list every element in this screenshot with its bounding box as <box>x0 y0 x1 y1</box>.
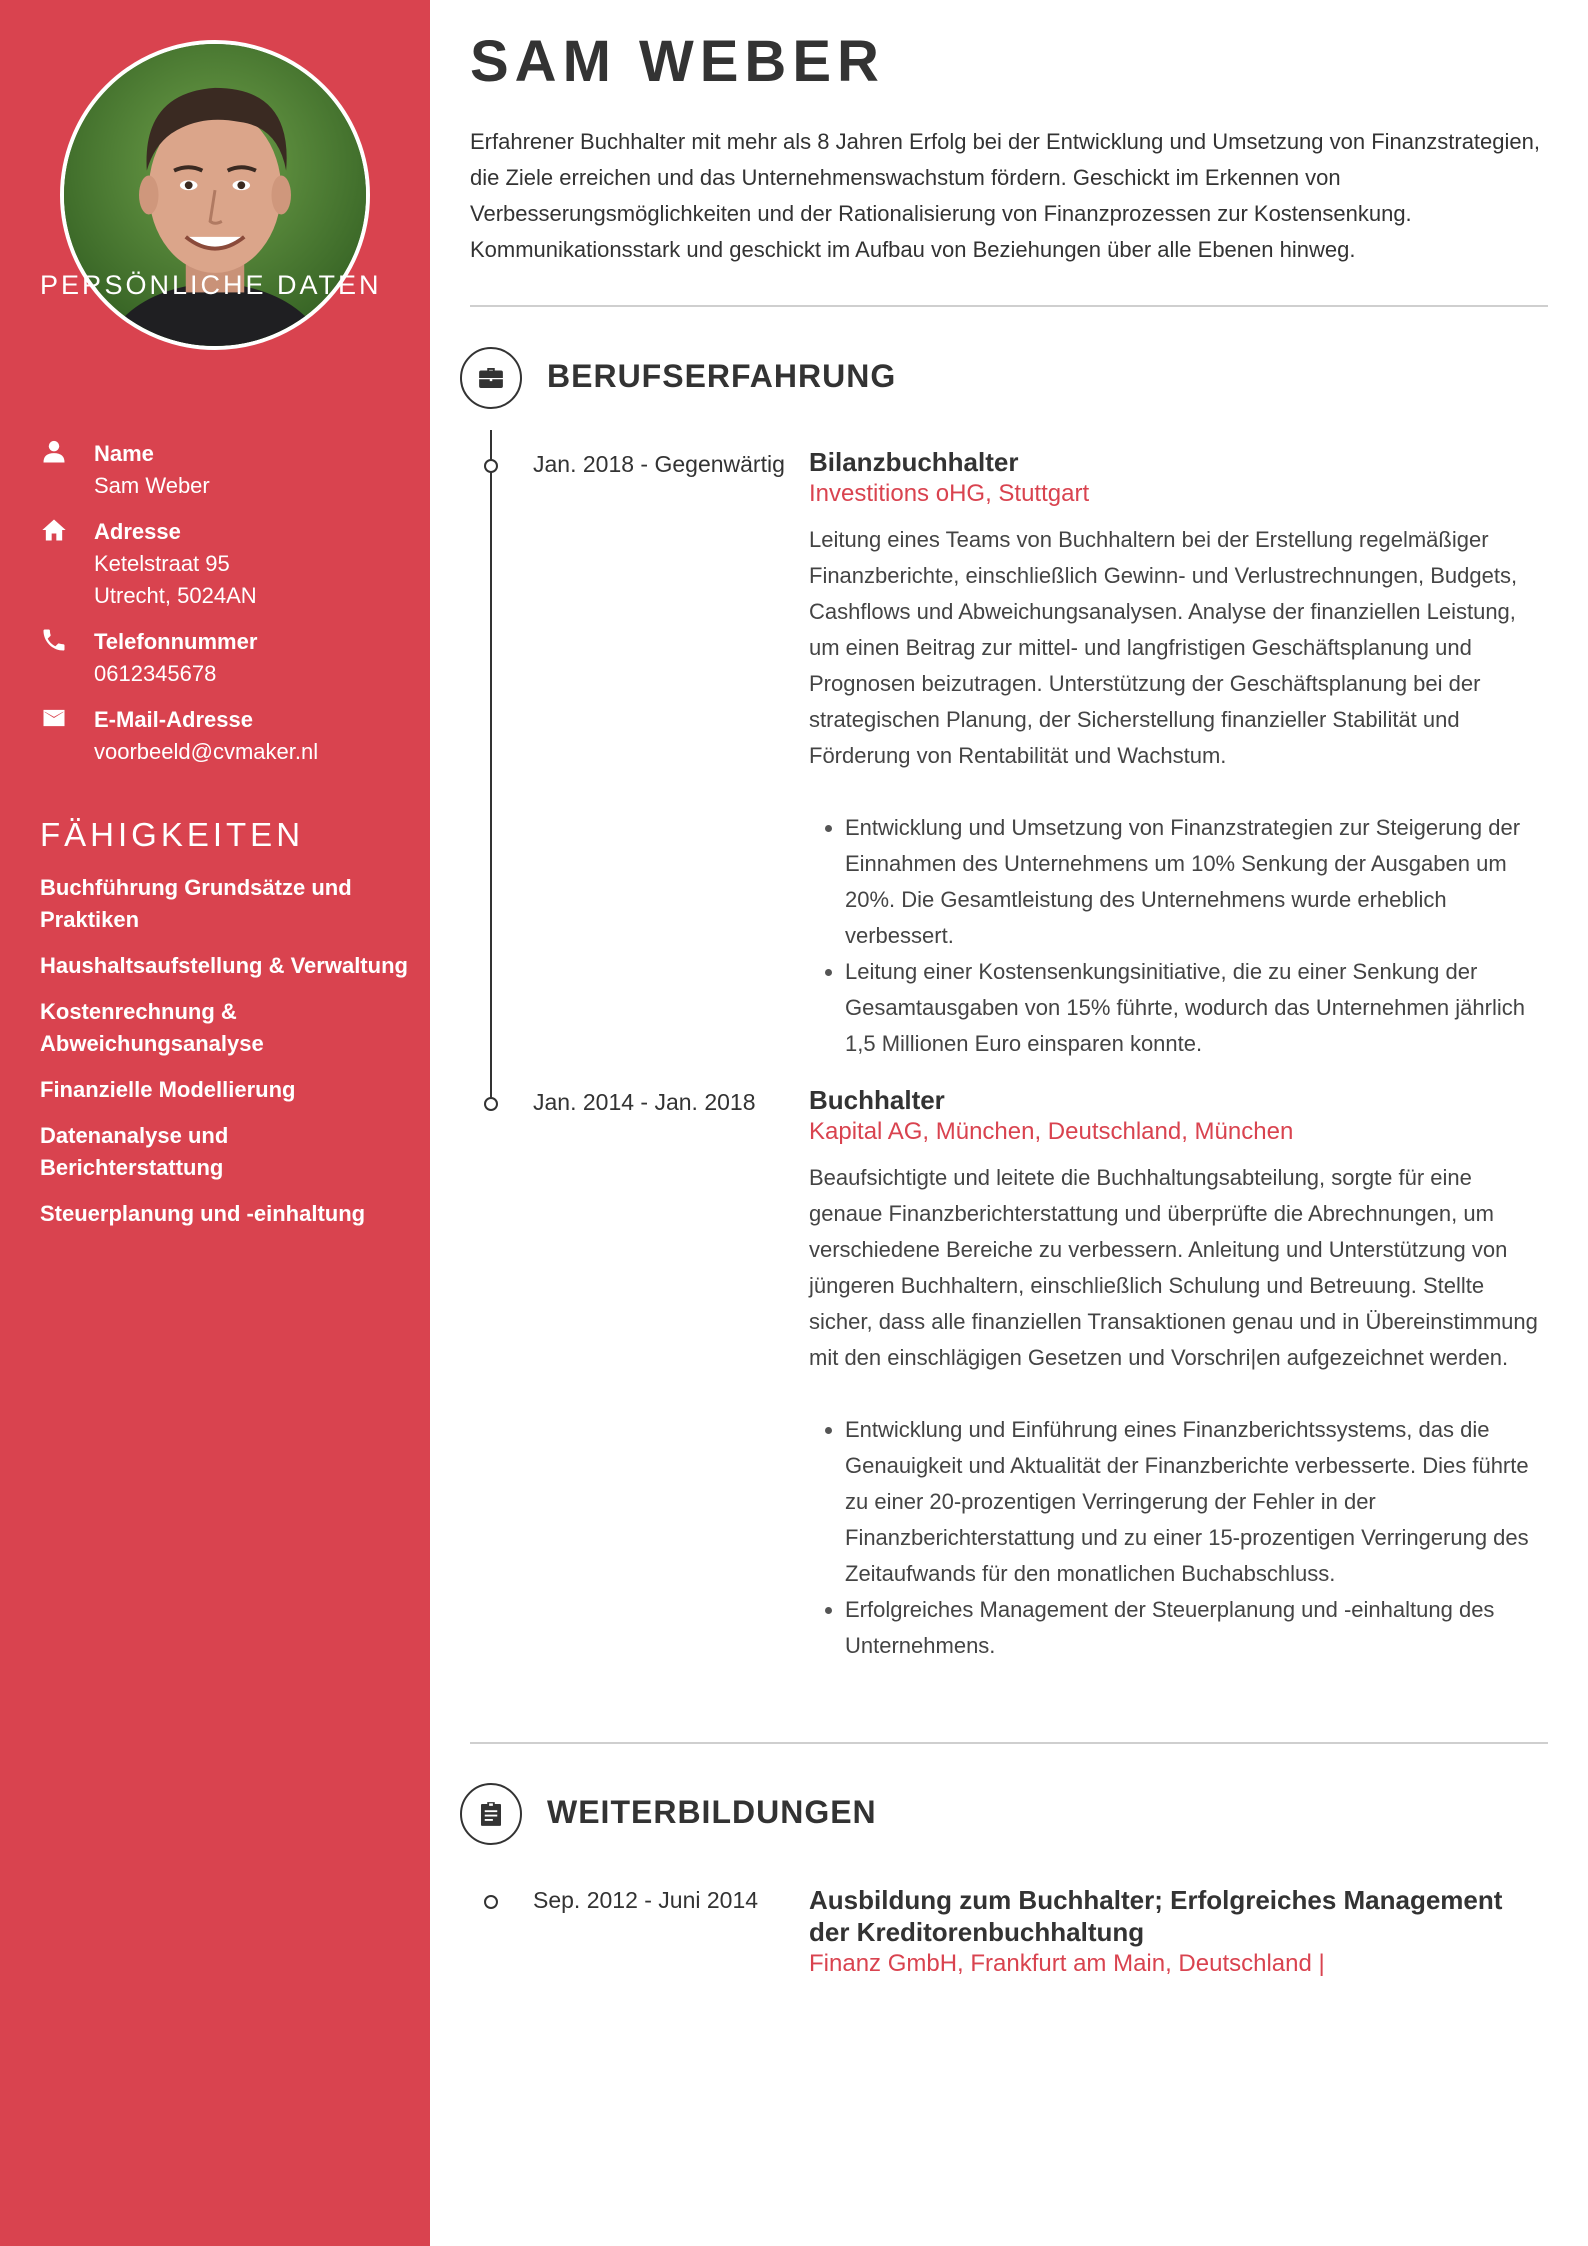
sidebar <box>0 0 430 2246</box>
phone-icon <box>40 626 70 656</box>
phone-label: Telefonnummer <box>94 629 258 654</box>
achievements-list <box>809 1412 1549 1664</box>
entry-date: Jan. 2014 - Jan. 2018 <box>533 1089 756 1115</box>
job-description: Beaufsichtigte und leitete die Buchhaltungsabteilung, sorgte für eine genaue Finanzberichterstattung und überprüfte die Abrechnungen, um verschiedene Bereiche zu verbessern. Anleitung und Unterstützung von jüngeren Buchhaltern, einschließlich Schulung und Betreuung. Stellte sicher, dass alle finanziellen Transaktionen genau und in Übereinstimmung mit den einschlägigen Gesetzen und Vorschri|en aufgezeichnet werden. <box>809 1165 1538 1370</box>
email-value[interactable]: voorbeeld@cvmaker.nl <box>94 739 319 764</box>
address-label: Adresse <box>94 519 181 544</box>
divider <box>470 1742 1548 1744</box>
home-icon <box>40 516 70 546</box>
education-title: Ausbildung zum Buchhalter; Erfolgreiches Management der Kreditorenbuchhaltung <box>809 1885 1503 1947</box>
timeline-dot <box>484 1097 498 1111</box>
divider <box>470 305 1548 307</box>
timeline-dot <box>484 459 498 473</box>
skill-item: Finanzielle Modellierung <box>40 1077 296 1102</box>
entry-date: Sep. 2012 - Juni 2014 <box>533 1887 759 1913</box>
education-entry <box>809 1884 1549 1980</box>
company-name: Investitions oHG, Stuttgart <box>809 480 1090 507</box>
experience-entry <box>809 446 1549 1062</box>
skills-heading: FÄHIGKEITEN <box>40 816 305 853</box>
skill-item: Buchführung Grundsätze und Praktiken <box>40 875 352 932</box>
address-line-1: Ketelstraat 95 <box>94 551 230 576</box>
phone-value: 0612345678 <box>94 661 217 686</box>
clipboard-icon <box>460 1783 522 1845</box>
achievement-item: • Erfolgreiches Management der Steuerplanung und -einhaltung des Unternehmens. <box>845 1592 1549 1664</box>
achievement-item: • Leitung einer Kostensenkungsinitiative, die zu einer Senkung der Gesamtausgaben von 15% führte, wodurch das Unternehmen jährlich 1,5 Millionen Euro einsparen konnte. <box>845 954 1549 1062</box>
profile-photo <box>60 40 370 350</box>
name-value: Sam Weber <box>94 473 210 498</box>
person-icon <box>40 438 70 468</box>
email-label: E-Mail-Adresse <box>94 707 253 732</box>
timeline-dot <box>484 1895 498 1909</box>
entry-date: Jan. 2018 - Gegenwärtig <box>533 451 785 477</box>
achievements-list <box>809 810 1549 1062</box>
skill-item: Datenanalyse und Berichterstattung <box>40 1123 229 1180</box>
skill-item: Haushaltsaufstellung & Verwaltung <box>40 953 408 978</box>
briefcase-icon <box>460 347 522 409</box>
skill-item: Kostenrechnung & Abweichungsanalyse <box>40 999 264 1056</box>
skills-list <box>40 872 410 1244</box>
experience-timeline <box>490 430 492 1104</box>
profile-summary: Erfahrener Buchhalter mit mehr als 8 Jahren Erfolg bei der Entwicklung und Umsetzung von Finanzstrategien, die Ziele erreichen und das Unternehmenswachstum fördern. Geschickt im Erkennen von Verbesserungsmöglichkeiten und der Rationalisierung von Finanzprozessen zur Kostensenkung. Kommunikationsstark und geschickt im Aufbau von Beziehungen über alle Ebenen hinweg. <box>470 129 1540 262</box>
company-name: Kapital AG, München, Deutschland, München <box>809 1118 1294 1145</box>
address-line-2: Utrecht, 5024AN <box>94 583 257 608</box>
achievement-item: • Entwicklung und Einführung eines Finanzberichtssystems, das die Genauigkeit und Aktualität der Finanzberichte verbesserte. Dies führte zu einer 20-prozentigen Verringerung der Fehler in der Finanzberichterstattung und zu einer 15-prozentigen Verringerung des Zeitaufwands für den monatlichen Buchabschluss. <box>845 1412 1549 1592</box>
job-title: Buchhalter <box>809 1085 945 1115</box>
skill-item: Steuerplanung und -einhaltung <box>40 1201 366 1226</box>
job-description: Leitung eines Teams von Buchhaltern bei der Erstellung regelmäßiger Finanzberichte, einschließlich Gewinn- und Verlustrechnungen, Budgets, Cashflows und Abweichungsanalysen. Analyse der finanziellen Leistung, um einen Beitrag zur mittel- und langfristigen Geschäftsplanung und Prognosen beizutragen. Unterstützung der Geschäftsplanung bei der strategischen Planung, der Sicherstellung finanzieller Stabilität und Förderung von Rentabilität und Wachstum. <box>809 527 1518 768</box>
name-label: Name <box>94 441 154 466</box>
institution-name: Finanz GmbH, Frankfurt am Main, Deutschland | <box>809 1950 1325 1977</box>
education-heading: WEITERBILDUNGEN <box>547 1794 877 1830</box>
job-title: Bilanzbuchhalter <box>809 447 1019 477</box>
page-title: SAM WEBER <box>470 29 885 94</box>
personal-data-heading: PERSÖNLICHE DATEN <box>40 270 382 300</box>
experience-heading: BERUFSERFAHRUNG <box>547 358 897 394</box>
experience-entry <box>809 1084 1549 1664</box>
mail-icon <box>40 704 70 734</box>
achievement-item: • Entwicklung und Umsetzung von Finanzstrategien zur Steigerung der Einnahmen des Unternehmens um 10% Senkung der Ausgaben um 20%. Die Gesamtleistung des Unternehmens wurde erheblich verbessert. <box>845 810 1549 954</box>
